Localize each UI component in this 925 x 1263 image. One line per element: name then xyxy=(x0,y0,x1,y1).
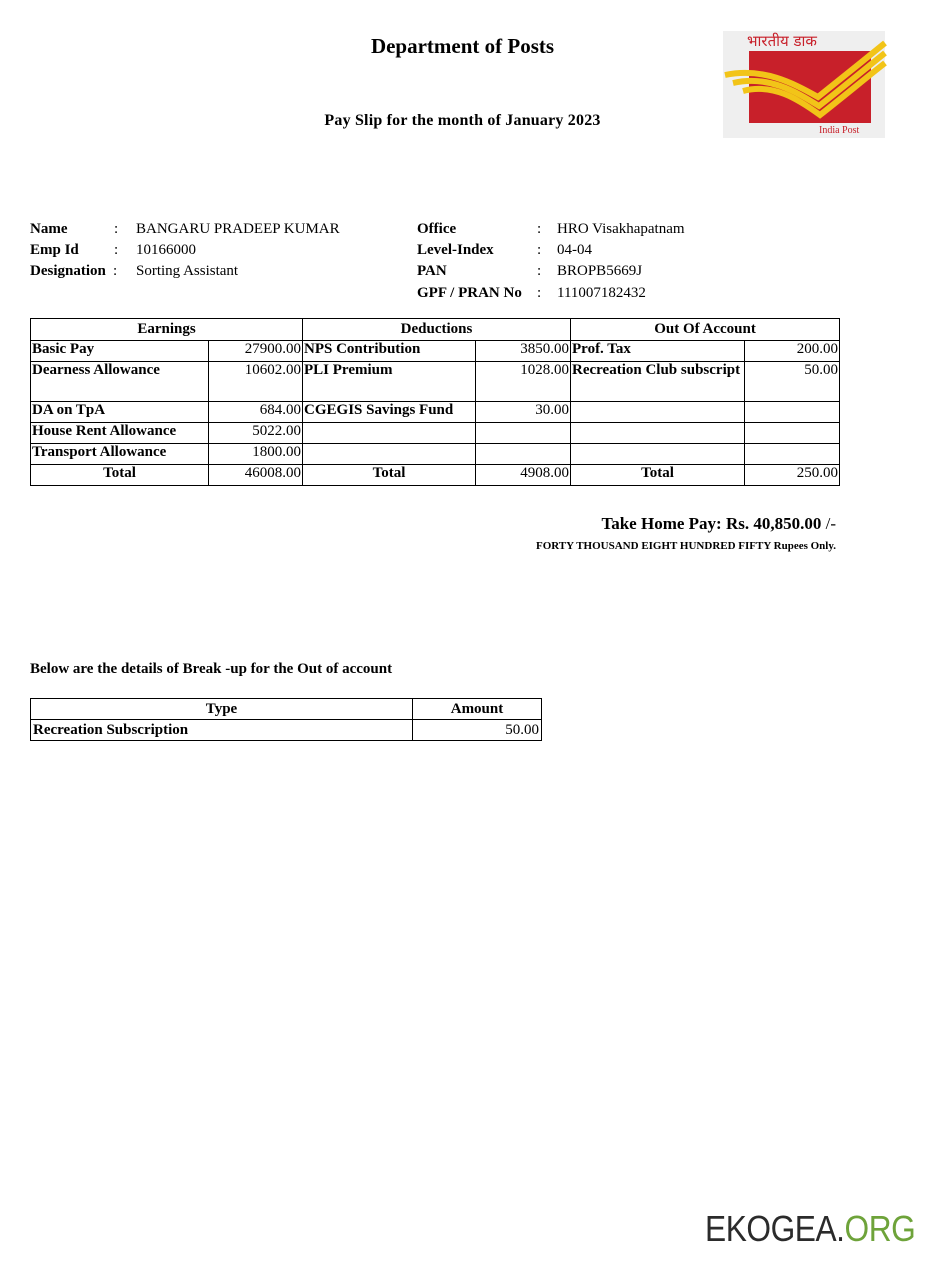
designation-sep: : xyxy=(113,263,118,279)
out-of-account-total-label: Total xyxy=(571,465,745,486)
name-value: BANGARU PRADEEP KUMAR xyxy=(136,221,340,237)
amount-in-words: FORTY THOUSAND EIGHT HUNDRED FIFTY Rupees Only. xyxy=(535,540,836,552)
out-of-account-amount xyxy=(745,402,840,423)
earning-label: Transport Allowance xyxy=(31,444,209,465)
level-value: 04-04 xyxy=(557,242,592,258)
level-label: Level-Index xyxy=(417,242,494,258)
empid-label: Emp Id xyxy=(30,242,79,258)
table-row xyxy=(31,402,840,423)
watermark-part1: EKOGEA. xyxy=(705,1208,845,1249)
name-sep: : xyxy=(114,221,119,237)
designation-value: Sorting Assistant xyxy=(136,263,239,279)
department-title: Department of Posts xyxy=(370,34,555,58)
earning-label: DA on TpA xyxy=(31,402,209,423)
out-of-account-header: Out Of Account xyxy=(571,319,840,341)
deduction-label: CGEGIS Savings Fund xyxy=(303,402,476,423)
earnings-header: Earnings xyxy=(31,319,303,341)
earning-amount: 5022.00 xyxy=(209,423,303,444)
out-of-account-label xyxy=(571,423,745,444)
breakup-type-header: Type xyxy=(31,699,413,720)
empid-sep: : xyxy=(114,242,119,258)
take-home-suffix: /- xyxy=(821,514,836,533)
gpf-sep: : xyxy=(537,285,542,301)
salary-table-header-row xyxy=(31,319,840,341)
deduction-label: NPS Contribution xyxy=(303,341,476,362)
deduction-amount: 3850.00 xyxy=(476,341,571,362)
deductions-total-label: Total xyxy=(303,465,476,486)
office-sep: : xyxy=(537,221,542,237)
breakup-table xyxy=(30,698,542,741)
breakup-header-row xyxy=(31,699,542,720)
designation-label: Designation xyxy=(30,263,106,279)
out-of-account-amount xyxy=(745,423,840,444)
earning-amount: 27900.00 xyxy=(209,341,303,362)
take-home-pay-value: Take Home Pay: Rs. 40,850.00 xyxy=(601,514,822,533)
out-of-account-amount: 200.00 xyxy=(745,341,840,362)
table-row xyxy=(31,423,840,444)
earnings-total-label: Total xyxy=(31,465,209,486)
deduction-amount: 30.00 xyxy=(476,402,571,423)
name-label: Name xyxy=(30,221,68,237)
deduction-amount xyxy=(476,423,571,444)
table-row xyxy=(31,341,840,362)
pan-value: BROPB5669J xyxy=(557,263,643,279)
take-home-pay xyxy=(601,514,836,534)
india-post-logo xyxy=(723,31,885,138)
logo-english-text: India Post xyxy=(819,125,860,136)
breakup-type: Recreation Subscription xyxy=(31,720,413,741)
deduction-label xyxy=(303,444,476,465)
india-post-logo-graphic xyxy=(723,31,885,138)
office-value: HRO Visakhapatnam xyxy=(557,221,685,237)
logo-hindi-text: भारतीय डाक xyxy=(747,32,817,50)
office-label: Office xyxy=(417,221,457,237)
earning-amount: 684.00 xyxy=(209,402,303,423)
gpf-value: 111007182432 xyxy=(557,285,646,301)
out-of-account-label: Prof. Tax xyxy=(571,341,745,362)
out-of-account-amount xyxy=(745,444,840,465)
earning-label: Basic Pay xyxy=(31,341,209,362)
breakup-amount: 50.00 xyxy=(413,720,542,741)
out-of-account-label: Recreation Club subscript xyxy=(571,362,745,402)
out-of-account-label xyxy=(571,444,745,465)
totals-row xyxy=(31,465,840,486)
level-sep: : xyxy=(537,242,542,258)
table-row xyxy=(31,720,542,741)
salary-table xyxy=(30,318,840,486)
earning-label: House Rent Allowance xyxy=(31,423,209,444)
deduction-amount: 1028.00 xyxy=(476,362,571,402)
earning-label: Dearness Allowance xyxy=(31,362,209,402)
empid-value: 10166000 xyxy=(136,242,196,258)
pan-label: PAN xyxy=(417,263,447,279)
table-row xyxy=(31,362,840,402)
earnings-total: 46008.00 xyxy=(209,465,303,486)
out-of-account-amount: 50.00 xyxy=(745,362,840,402)
earning-amount: 1800.00 xyxy=(209,444,303,465)
deduction-label: PLI Premium xyxy=(303,362,476,402)
watermark-part2: ORG xyxy=(844,1208,916,1249)
gpf-label: GPF / PRAN No xyxy=(417,285,522,301)
deduction-amount xyxy=(476,444,571,465)
deductions-header: Deductions xyxy=(303,319,571,341)
deduction-label xyxy=(303,423,476,444)
deductions-total: 4908.00 xyxy=(476,465,571,486)
out-of-account-total: 250.00 xyxy=(745,465,840,486)
out-of-account-label xyxy=(571,402,745,423)
pay-slip-title: Pay Slip for the month of January 2023 xyxy=(324,112,601,129)
earning-amount: 10602.00 xyxy=(209,362,303,402)
watermark xyxy=(705,1208,915,1250)
breakup-amount-header: Amount xyxy=(413,699,542,720)
breakup-title: Below are the details of Break -up for the Out of account xyxy=(30,661,393,677)
pan-sep: : xyxy=(537,263,542,279)
table-row xyxy=(31,444,840,465)
